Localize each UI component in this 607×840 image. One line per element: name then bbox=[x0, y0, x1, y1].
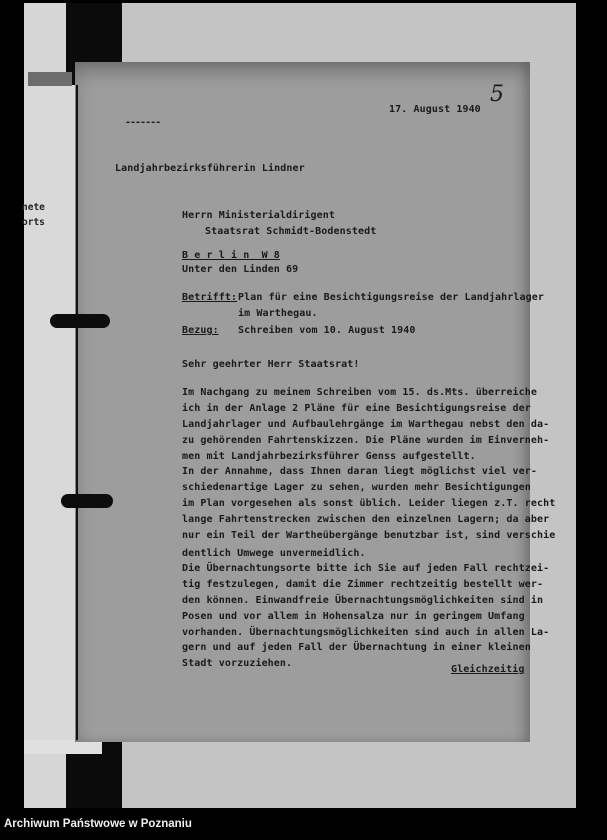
body-line: ich in der Anlage 2 Pläne für eine Besichtigungsreise der bbox=[182, 403, 531, 414]
folder-tab-bottom bbox=[24, 740, 102, 754]
margin-text bbox=[22, 200, 45, 230]
binder-strip bbox=[24, 85, 76, 745]
binder-line bbox=[76, 85, 78, 740]
body-line: In der Annahme, dass Ihnen daran liegt möglichst viel ver- bbox=[182, 466, 537, 477]
salutation: Sehr geehrter Herr Staatsrat! bbox=[182, 359, 360, 370]
body-line: den können. Einwandfreie Übernachtungsmöglichkeiten sind in bbox=[182, 595, 544, 606]
body-line: dentlich Umwege unvermeidlich. bbox=[182, 548, 366, 559]
letter-page bbox=[75, 62, 556, 742]
body-line: Im Nachgang zu meinem Schreiben vom 15. ds.Mts. überreiche bbox=[182, 387, 537, 398]
body-line: lange Fahrtenstrecken zwischen den einzelnen Lagern; da aber bbox=[182, 514, 550, 525]
archive-footer: Archiwum Państwowe w Poznaniu bbox=[4, 818, 192, 830]
binder-clip-bottom bbox=[61, 494, 113, 508]
recipient-name: Staatsrat Schmidt-Bodenstedt bbox=[205, 226, 377, 237]
letter-date: 17. August 1940 bbox=[389, 104, 481, 115]
body-line: im Plan vorgesehen als sonst üblich. Leider liegen z.T. recht bbox=[182, 498, 556, 509]
folder-tab bbox=[28, 72, 72, 86]
reference-dashes: ------- bbox=[125, 117, 161, 128]
recipient-street: Unter den Linden 69 bbox=[182, 264, 299, 275]
body-line: vorhanden. Übernachtungsmöglichkeiten sind auch in allen La- bbox=[182, 627, 550, 638]
body-line: zu gehörenden Fahrtenskizzen. Die Pläne wurden im Einverneh- bbox=[182, 435, 550, 446]
body-line: Stadt vorzuziehen. bbox=[182, 658, 293, 669]
margin-line: orts bbox=[22, 217, 45, 228]
binder-clip-top bbox=[50, 314, 110, 328]
body-line: men mit Landjahrbezirksführer Genss aufgestellt. bbox=[182, 451, 476, 462]
body-line: nur ein Teil der Wartheübergänge benutzbar ist, sind verschie bbox=[182, 530, 556, 541]
body-line: Die Übernachtungsorte bitte ich Sie auf jeden Fall rechtzei- bbox=[182, 563, 550, 574]
subject-line: im Warthegau. bbox=[238, 308, 318, 319]
subject-label: Betrifft: bbox=[182, 292, 238, 303]
recipient-city: B e r l i n W 8 bbox=[182, 250, 280, 261]
continuation-word: Gleichzeitig bbox=[451, 664, 525, 675]
body-line: Landjahrlager und Aufbaulehrgänge im Warthegau nebst den da- bbox=[182, 419, 550, 430]
subject-line: Plan für eine Besichtigungsreise der Landjahrlager bbox=[238, 292, 545, 303]
reference-label: Bezug: bbox=[182, 325, 219, 336]
body-line: gern und auf jeden Fall der Übernachtung in einer kleinen bbox=[182, 642, 531, 653]
recipient-title: Herrn Ministerialdirigent bbox=[182, 210, 336, 221]
margin-line: nete bbox=[22, 202, 45, 213]
body-line: tig festzulegen, damit die Zimmer rechtzeitig bestellt wer- bbox=[182, 579, 544, 590]
sender: Landjahrbezirksführerin Lindner bbox=[115, 163, 305, 174]
body-line: Posen und vor allem in Hohensalza nur in geringem Umfang bbox=[182, 611, 525, 622]
handwritten-page-number: 5 bbox=[490, 82, 504, 107]
reference-text: Schreiben vom 10. August 1940 bbox=[238, 325, 416, 336]
body-line: schiedenartige Lager zu sehen, wurden mehr Besichtigungen bbox=[182, 482, 531, 493]
